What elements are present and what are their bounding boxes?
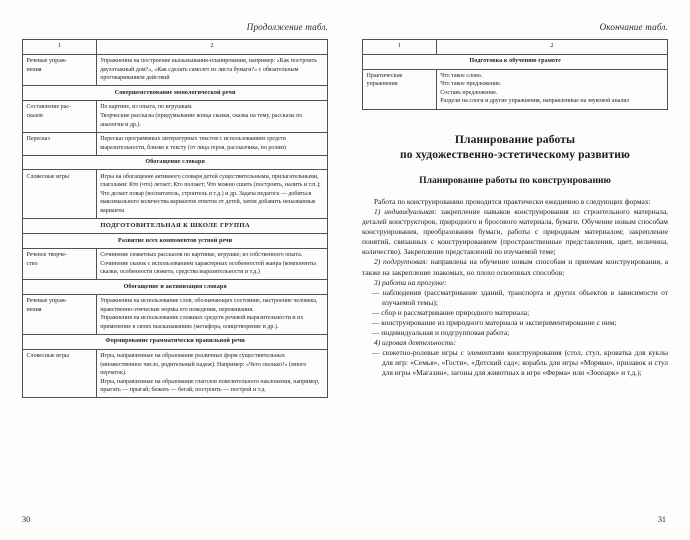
page-number-left: 30 xyxy=(22,515,31,524)
row-label: Практические упражнения xyxy=(363,69,437,109)
row-content xyxy=(96,170,327,219)
table-section-row xyxy=(23,155,328,170)
list-item-marker: 1) индивидуальная: xyxy=(374,206,437,216)
table-right xyxy=(362,39,668,110)
list-item xyxy=(362,257,668,277)
row-label: Составление рас- сказов xyxy=(23,101,97,133)
list-item-marker: 3) работа на прогулке: xyxy=(374,277,447,287)
table-row xyxy=(23,349,328,398)
cell-line: Что такое предложение. xyxy=(440,81,502,88)
section-title: Совершенствование монологической речи xyxy=(23,86,328,101)
cell-line: Пересказ программных литературных текстов с использованием средств выразительности, близко к тексту (от лица героя, рассказчика, по ролям) xyxy=(100,136,287,151)
table-row xyxy=(23,248,328,280)
section-title: Подготовка к обучению грамоте xyxy=(363,54,668,69)
table-left-body xyxy=(23,40,328,398)
table-left xyxy=(22,39,328,398)
section-title: Развитие всех компонентов устной речи xyxy=(23,234,328,249)
row-content xyxy=(436,69,667,109)
form-list xyxy=(362,207,668,379)
list-item-dash: — конструирование из природного материала и экспериментирование с ним; xyxy=(372,318,617,327)
list-item-dash: — сбор и рассматривание природного материала; xyxy=(372,307,530,317)
row-content xyxy=(96,294,327,334)
cell-line: Упражнения на использование сложных средств речевой выразительности и их применение в своих высказываниях (метафора, олицетворение и др.). xyxy=(100,315,304,330)
row-content xyxy=(96,349,327,398)
cell-line: По картине, из опыта, по игрушкам. xyxy=(100,104,193,111)
running-head-right: Окончание табл. xyxy=(599,22,668,32)
row-content xyxy=(96,54,327,86)
list-item-marker: 2) подгрупповая: xyxy=(374,257,428,267)
page-number-right: 31 xyxy=(657,515,666,524)
cell-line: Творческие рассказы (придумывание конца сказки, сказка на тему, рассказы по аналогии и др.). xyxy=(100,112,303,128)
table-row xyxy=(23,132,328,155)
row-content xyxy=(96,101,327,133)
row-content xyxy=(96,132,327,155)
intro-paragraph: Работа по конструированию проводится практически ежедневно в следующих формах: xyxy=(374,196,651,206)
row-label: Словесные игры xyxy=(23,349,97,398)
table-row xyxy=(363,40,668,55)
row-label: Пересказ xyxy=(23,132,97,155)
section-title: ПОДГОТОВИТЕЛЬНАЯ К ШКОЛЕ ГРУППА xyxy=(23,218,328,233)
cell-line: Игры на обогащение активного словаря детей существительными, прилагательными, глаголами: Кто (что) летает; Кто ползает; Что можно сшить (построить, налить и т.п.); Что делает повар (воспитатель, строитель и т.д.) и др. Задача педагога — добиться максимального количества вариантов ответов от детей, затем добавить неназванные варианты xyxy=(100,173,321,214)
list-item-dash: — индивидуальная и подгрупповая работа; xyxy=(372,328,510,338)
table-section-row xyxy=(23,86,328,101)
section-title: Обогащение и активизация словаря xyxy=(23,280,328,295)
row-label: Речевое творче- ство xyxy=(23,248,97,280)
table-row xyxy=(23,54,328,86)
column-header-1: 1 xyxy=(23,40,97,55)
running-head-left: Продолжение табл. xyxy=(246,22,328,32)
table-row xyxy=(23,294,328,334)
cell-line: Составь предложение. xyxy=(440,89,498,96)
row-label: Речевые упраж- нения xyxy=(23,54,97,86)
list-item-text: закрепление навыков конструирования из строительного материала, деталей конструкторов, природного и бросового материала, бумаги. Обучение новым способам конструирования, преобразования бумаги, работы с природным материалом; закрепление понятий, связанных с конструированием (пространственные представления, цвет, величина, количество). Закрепление представлений по изучаемой теме; xyxy=(362,206,668,257)
table-row xyxy=(23,170,328,219)
list-item xyxy=(362,207,668,257)
list-item xyxy=(362,278,668,288)
row-label: Речевые упраж- нения xyxy=(23,294,97,334)
table-section-row xyxy=(23,280,328,295)
table-right-body xyxy=(363,40,668,110)
cell-line: Сочинение сказок с использованием характерных особенностей жанра (компоненты сказки, особенности сюжета, средства выразительности и т.д.) xyxy=(100,260,316,276)
list-item xyxy=(362,338,668,348)
list-item-dash: — наблюдения (рассматривание зданий, транспорта и других объектов в зависимости от изучаемой темы); xyxy=(372,287,668,307)
cell-line: Сочинение сюжетных рассказов по картинке, игрушке; из собственного опыта. xyxy=(100,252,303,259)
column-header-1: 1 xyxy=(363,40,437,55)
list-item-marker: 4) игровая деятельность: xyxy=(374,338,456,348)
table-row xyxy=(363,69,668,109)
table-section-row xyxy=(363,54,668,69)
cell-line: Упражнения на построение высказывания-планирования, например: «Как построить двухэтажный дом?», «Как сделать самолет из листа бумаги?» с обязательным проговариванием действий xyxy=(100,58,317,82)
column-header-2: 2 xyxy=(436,40,667,55)
row-label: Словесные игры xyxy=(23,170,97,219)
list-item-text: направлена на обучение новым способам и приемам конструирования, а также на закрепление знакомых, но плохо освоенных способов; xyxy=(362,257,669,277)
section-title: Обогащение словаря xyxy=(23,155,328,170)
cell-line: Раздели на слоги и другие упражнения, направленные на звуковой анализ xyxy=(440,98,630,105)
page-right xyxy=(345,0,690,540)
cell-line: Что такое слово. xyxy=(440,72,483,79)
table-section-row xyxy=(23,334,328,349)
table-row xyxy=(23,101,328,133)
section-heading-primary: Планирование работы по художественно-эстетическому развитию xyxy=(400,132,630,161)
section-heading-secondary: Планирование работы по конструированию xyxy=(419,175,611,187)
table-section-row xyxy=(23,234,328,249)
cell-line: Игры, направленные на образование глаголов повелительного наклонения, например, прыгать — прыгай; бежать — бегай; построить — построй и т.д. xyxy=(100,378,320,394)
table-row xyxy=(23,40,328,55)
column-header-2: 2 xyxy=(96,40,327,55)
row-content xyxy=(96,248,327,280)
cell-line: Упражнения на использование слов, обозначающих состояние, настроение человека, нравственно-этические нормы его поведения, переживания. xyxy=(100,298,318,313)
cell-line: Игры, направленные на образование различных форм существительных (множественное число, родительный падеж). Например: «Чего сколько?» (много перчаток). xyxy=(100,353,307,377)
section-title: Формирование грамматически правильной речи xyxy=(23,334,328,349)
table-section-row xyxy=(23,218,328,233)
list-item-dash: — сюжетно-ролевые игры с элементами конструирования (стол, стул, кроватка для куклы для игр: «Семья», «Гости», «Детский сад»; корабль для игры «Моряки», прилавок и стул для игры «Магазин», загоны для животных в игре «Ферма» или «Зоопарк» и т.д.); xyxy=(372,348,668,378)
